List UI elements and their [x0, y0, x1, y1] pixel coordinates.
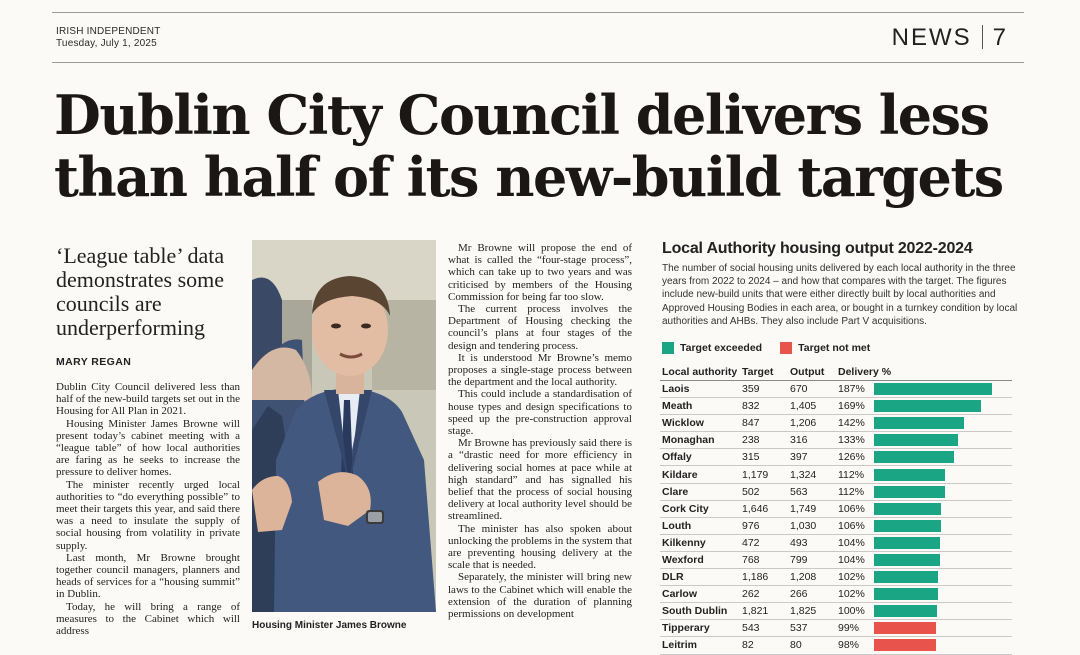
delivery-percent: 104%: [838, 553, 865, 566]
output-value: 80: [790, 639, 802, 652]
output-value: 1,206: [790, 417, 817, 430]
authority-name: Kilkenny: [662, 536, 706, 549]
output-value: 266: [790, 588, 808, 601]
delivery-bar: [874, 622, 936, 634]
delivery-table: [660, 364, 1012, 655]
paragraph: Mr Browne will propose the end of what is called the “four-stage process”, which can take up to two years and was criticised by members of the Housing Commission for being far too slow.: [448, 242, 632, 303]
target-value: 1,179: [742, 468, 769, 481]
column-header: Output: [790, 366, 825, 378]
masthead-block: [56, 26, 161, 50]
bar-track: [874, 520, 1012, 532]
section-label: [892, 24, 1008, 52]
delivery-bar: [874, 417, 964, 429]
delivery-percent: 102%: [838, 588, 865, 601]
table-row: [660, 518, 1012, 535]
byline: MARY REGAN: [56, 356, 132, 368]
delivery-percent: 112%: [838, 468, 865, 481]
delivery-percent: 169%: [838, 400, 865, 413]
output-value: 493: [790, 536, 808, 549]
paragraph: The minister recently urged local authorities to “do everything possible” to meet their targets this year, and said there was a need to insulate the supply of social housing from volatility in private supply.: [56, 478, 240, 552]
delivery-percent: 106%: [838, 519, 865, 532]
target-value: 82: [742, 639, 754, 652]
delivery-bar: [874, 554, 940, 566]
top-rule: [52, 12, 1024, 13]
table-row: [660, 586, 1012, 603]
target-value: 359: [742, 383, 760, 396]
delivery-bar: [874, 605, 937, 617]
delivery-bar: [874, 400, 981, 412]
delivery-percent: 106%: [838, 502, 865, 515]
authority-name: DLR: [662, 571, 684, 584]
body-column-1: [56, 381, 240, 637]
table-row: [660, 603, 1012, 620]
column-header: Delivery %: [838, 366, 892, 378]
delivery-bar: [874, 537, 940, 549]
legend-label: Target not met: [798, 342, 871, 354]
bar-track: [874, 503, 1012, 515]
delivery-percent: 142%: [838, 417, 865, 430]
target-value: 1,821: [742, 605, 769, 618]
bar-track: [874, 417, 1012, 429]
graphic-title: Local Authority housing output 2022-2024: [662, 240, 973, 257]
paragraph: Today, he will bring a range of measures to the Cabinet which will address: [56, 600, 240, 638]
authority-name: Tipperary: [662, 622, 710, 635]
bar-track: [874, 588, 1012, 600]
legend-label: Target exceeded: [680, 342, 763, 354]
output-value: 316: [790, 434, 808, 447]
delivery-bar: [874, 451, 954, 463]
authority-name: Laois: [662, 383, 690, 396]
table-row: [660, 501, 1012, 518]
table-row: [660, 535, 1012, 552]
bar-track: [874, 486, 1012, 498]
target-value: 768: [742, 553, 760, 566]
table-row: [660, 466, 1012, 483]
delivery-bar: [874, 520, 941, 532]
page-number: 7: [992, 24, 1008, 51]
authority-name: Carlow: [662, 588, 698, 601]
table-header: [660, 364, 1012, 381]
column-header: Target: [742, 366, 774, 378]
table-row: [660, 620, 1012, 637]
authority-name: Clare: [662, 485, 689, 498]
target-value: 847: [742, 417, 760, 430]
graphic-description: The number of social housing units delivered by each local authority in the three years from 2022 to 2024 – and how that compares with the target. The figures include new-build units that were either directly built by local authorities and Approved Housing Bodies in each area, or bought in a turnkey condition by local authorities and AHBs. They also include Part V acquisitions.: [662, 263, 1018, 327]
table-row: [660, 449, 1012, 466]
masthead-rule: [52, 62, 1024, 63]
legend-swatch-exceeded: [662, 342, 674, 354]
output-value: 1,405: [790, 400, 817, 413]
bar-track: [874, 554, 1012, 566]
delivery-bar: [874, 486, 945, 498]
output-value: 799: [790, 553, 808, 566]
delivery-percent: 133%: [838, 434, 865, 447]
bar-track: [874, 469, 1012, 481]
paragraph: The minister has also spoken about unlocking the problems in the system that are preventing housing delivery at the scale that is needed.: [448, 522, 632, 572]
section-name: NEWS: [891, 24, 972, 51]
graphic-legend: [662, 342, 888, 354]
bar-track: [874, 383, 1012, 395]
headline: Dublin City Council delivers less than half of its new-build targets: [54, 83, 1003, 209]
delivery-percent: 112%: [838, 485, 865, 498]
delivery-percent: 100%: [838, 605, 865, 618]
authority-name: Kildare: [662, 468, 698, 481]
bar-track: [874, 537, 1012, 549]
authority-name: Louth: [662, 519, 692, 532]
authority-name: Wexford: [662, 553, 704, 566]
issue-date: Tuesday, July 1, 2025: [56, 38, 157, 49]
table-row: [660, 484, 1012, 501]
table-row: [660, 381, 1012, 398]
table-row: [660, 398, 1012, 415]
publication-name: IRISH INDEPENDENT: [56, 26, 161, 37]
paragraph: Separately, the minister will bring new laws to the Cabinet which will enable the extension of the duration of planning permissions on development: [448, 571, 632, 621]
authority-name: Wicklow: [662, 417, 704, 430]
output-value: 1,030: [790, 519, 817, 532]
target-value: 976: [742, 519, 760, 532]
photo-illustration: [252, 240, 436, 612]
table-row: [660, 432, 1012, 449]
bar-track: [874, 622, 1012, 634]
delivery-percent: 99%: [838, 622, 860, 635]
target-value: 315: [742, 451, 760, 464]
photo-caption: Housing Minister James Browne: [252, 620, 407, 631]
column-header: Local authority: [662, 366, 738, 378]
target-value: 543: [742, 622, 760, 635]
output-value: 670: [790, 383, 808, 396]
paragraph: Dublin City Council delivered less than half of the new-build targets set out in the Housing for All Plan in 2021.: [56, 381, 240, 418]
paragraph: Mr Browne has previously said there is a “drastic need for more efficiency in delivering social homes at pace while at high standard” and has signalled his belief that the process of social housing delivery at local authority level should be streamlined.: [448, 437, 632, 523]
legend-not-met: [780, 342, 870, 354]
authority-name: South Dublin: [662, 605, 728, 618]
legend-exceeded: [662, 342, 762, 354]
output-value: 1,825: [790, 605, 817, 618]
bar-track: [874, 451, 1012, 463]
output-value: 1,208: [790, 571, 817, 584]
bar-track: [874, 605, 1012, 617]
output-value: 1,749: [790, 502, 817, 515]
section-divider: [982, 25, 983, 49]
output-value: 537: [790, 622, 808, 635]
delivery-percent: 104%: [838, 536, 865, 549]
delivery-bar: [874, 588, 938, 600]
target-value: 1,646: [742, 502, 769, 515]
target-value: 502: [742, 485, 760, 498]
target-value: 1,186: [742, 571, 769, 584]
table-row: [660, 415, 1012, 432]
table-row: [660, 569, 1012, 586]
target-value: 472: [742, 536, 760, 549]
delivery-bar: [874, 503, 941, 515]
bar-track: [874, 639, 1012, 651]
table-body: [660, 381, 1012, 655]
delivery-percent: 102%: [838, 571, 865, 584]
target-value: 832: [742, 400, 760, 413]
output-value: 563: [790, 485, 808, 498]
delivery-bar: [874, 571, 938, 583]
paragraph: It is understood Mr Browne’s memo proposes a single-stage process between the department and the local authority.: [448, 351, 632, 389]
paragraph: Last month, Mr Browne brought together council managers, planners and heads of services for a “housing summit” in Dublin.: [56, 551, 240, 601]
table-row: [660, 552, 1012, 569]
authority-name: Meath: [662, 400, 693, 413]
delivery-percent: 98%: [838, 639, 860, 652]
delivery-percent: 187%: [838, 383, 865, 396]
authority-name: Offaly: [662, 451, 692, 464]
table-row: [660, 637, 1012, 654]
target-value: 238: [742, 434, 760, 447]
bar-track: [874, 571, 1012, 583]
paragraph: The current process involves the Department of Housing checking the council’s plans at four stages of the design and tendering process.: [448, 303, 632, 352]
authority-name: Monaghan: [662, 434, 715, 447]
output-value: 1,324: [790, 468, 817, 481]
delivery-percent: 126%: [838, 451, 865, 464]
paragraph: Housing Minister James Browne will present today’s cabinet meeting with a “league table” of how local authorities are faring as he seeks to increase the pressure to deliver homes.: [56, 417, 240, 479]
bar-track: [874, 434, 1012, 446]
legend-swatch-not-met: [780, 342, 792, 354]
bar-track: [874, 400, 1012, 412]
paragraph: This could include a standardisation of house types and design specifications to speed up the pre-construction approval stage.: [448, 388, 632, 438]
target-value: 262: [742, 588, 760, 601]
delivery-bar: [874, 469, 945, 481]
body-column-2: [448, 242, 632, 620]
delivery-bar: [874, 383, 992, 395]
delivery-bar: [874, 434, 958, 446]
delivery-bar: [874, 639, 936, 651]
output-value: 397: [790, 451, 808, 464]
minister-photo: [252, 240, 436, 612]
authority-name: Leitrim: [662, 639, 698, 652]
standfirst: ‘League table’ data demonstrates some councils are underperforming: [56, 243, 225, 340]
authority-name: Cork City: [662, 502, 709, 515]
